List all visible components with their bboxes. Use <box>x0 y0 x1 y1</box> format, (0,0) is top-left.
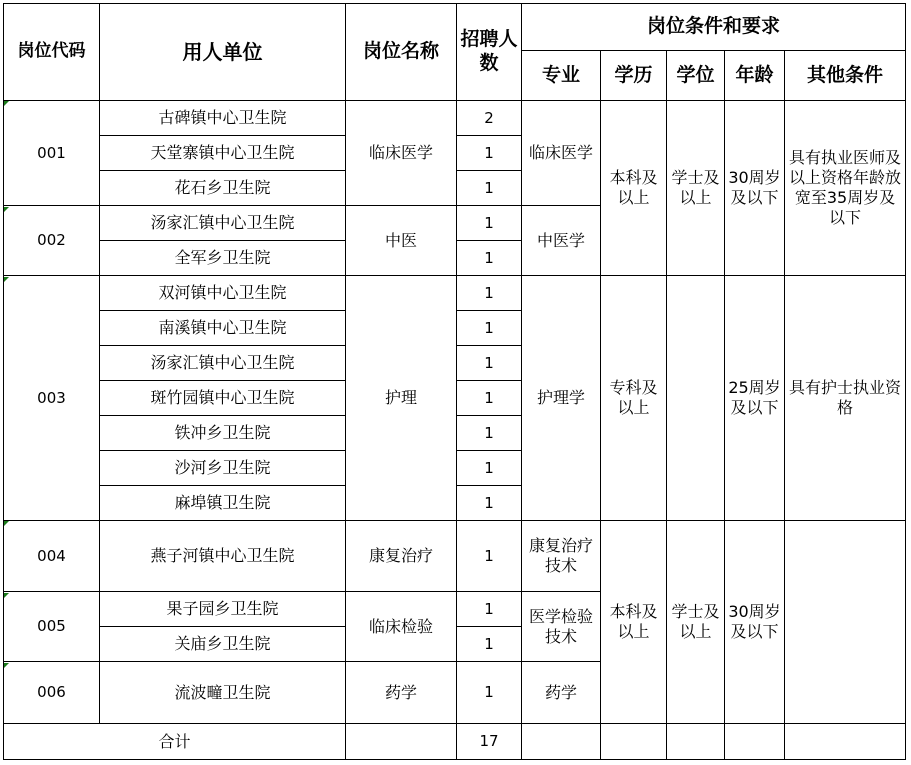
total-empty-cell <box>785 724 906 760</box>
position-name: 临床医学 <box>346 101 457 206</box>
hire-count: 1 <box>457 276 522 311</box>
hire-count: 1 <box>457 662 522 724</box>
major-requirement: 医学检验技术 <box>522 592 601 662</box>
major-requirement: 中医学 <box>522 206 601 276</box>
header-degree: 学位 <box>667 51 725 101</box>
hire-count: 1 <box>457 486 522 521</box>
position-code: 005 <box>4 592 100 662</box>
cell-marker-icon <box>4 277 9 282</box>
employer-unit: 斑竹园镇中心卫生院 <box>100 381 346 416</box>
employer-unit: 果子园乡卫生院 <box>100 592 346 627</box>
table-row <box>4 521 906 592</box>
employer-unit: 双河镇中心卫生院 <box>100 276 346 311</box>
cell-marker-icon <box>4 593 9 598</box>
education-requirement: 本科及以上 <box>601 101 667 276</box>
employer-unit: 汤家汇镇中心卫生院 <box>100 206 346 241</box>
hire-count: 1 <box>457 206 522 241</box>
age-requirement: 25周岁及以下 <box>725 276 785 521</box>
header-other: 其他条件 <box>785 51 906 101</box>
major-requirement: 药学 <box>522 662 601 724</box>
other-requirement: 具有执业医师及以上资格年龄放宽至35周岁及以下 <box>785 101 906 276</box>
hire-count: 1 <box>457 311 522 346</box>
hire-count: 1 <box>457 592 522 627</box>
employer-unit: 流波疃卫生院 <box>100 662 346 724</box>
cell-marker-icon <box>4 101 9 106</box>
employer-unit: 麻埠镇卫生院 <box>100 486 346 521</box>
other-requirement <box>785 521 906 724</box>
header-major: 专业 <box>522 51 601 101</box>
total-row <box>4 724 906 760</box>
education-requirement: 本科及以上 <box>601 521 667 724</box>
employer-unit: 古碑镇中心卫生院 <box>100 101 346 136</box>
header-code: 岗位代码 <box>4 4 100 101</box>
position-code: 006 <box>4 662 100 724</box>
hire-count: 1 <box>457 521 522 592</box>
education-requirement: 专科及以上 <box>601 276 667 521</box>
position-name: 药学 <box>346 662 457 724</box>
position-name: 中医 <box>346 206 457 276</box>
hire-count: 2 <box>457 101 522 136</box>
employer-unit: 燕子河镇中心卫生院 <box>100 521 346 592</box>
hire-count: 1 <box>457 451 522 486</box>
employer-unit: 全军乡卫生院 <box>100 241 346 276</box>
degree-requirement: 学士及以上 <box>667 521 725 724</box>
header-education: 学历 <box>601 51 667 101</box>
major-requirement: 临床医学 <box>522 101 601 206</box>
recruitment-table <box>3 3 906 760</box>
position-name: 护理 <box>346 276 457 521</box>
employer-unit: 沙河乡卫生院 <box>100 451 346 486</box>
header-age: 年龄 <box>725 51 785 101</box>
employer-unit: 汤家汇镇中心卫生院 <box>100 346 346 381</box>
hire-count: 1 <box>457 346 522 381</box>
cell-marker-icon <box>4 663 9 668</box>
employer-unit: 南溪镇中心卫生院 <box>100 311 346 346</box>
table-row <box>4 276 906 311</box>
hire-count: 1 <box>457 171 522 206</box>
header-unit: 用人单位 <box>100 4 346 101</box>
age-requirement: 30周岁及以下 <box>725 101 785 276</box>
hire-count: 1 <box>457 136 522 171</box>
employer-unit: 关庙乡卫生院 <box>100 627 346 662</box>
position-name: 康复治疗 <box>346 521 457 592</box>
total-empty-cell <box>601 724 667 760</box>
cell-marker-icon <box>4 207 9 212</box>
hire-count: 1 <box>457 416 522 451</box>
header-position: 岗位名称 <box>346 4 457 101</box>
total-count: 17 <box>457 724 522 760</box>
total-empty-cell <box>522 724 601 760</box>
hire-count: 1 <box>457 241 522 276</box>
degree-requirement <box>667 276 725 521</box>
cell-marker-icon <box>4 521 9 526</box>
position-code: 002 <box>4 206 100 276</box>
position-code: 003 <box>4 276 100 521</box>
position-code: 004 <box>4 521 100 592</box>
employer-unit: 天堂寨镇中心卫生院 <box>100 136 346 171</box>
position-code: 001 <box>4 101 100 206</box>
other-requirement: 具有护士执业资格 <box>785 276 906 521</box>
major-requirement: 康复治疗技术 <box>522 521 601 592</box>
header-conditions: 岗位条件和要求 <box>522 4 906 51</box>
total-empty-cell <box>725 724 785 760</box>
table-row <box>4 101 906 136</box>
hire-count: 1 <box>457 381 522 416</box>
age-requirement: 30周岁及以下 <box>725 521 785 724</box>
hire-count: 1 <box>457 627 522 662</box>
total-empty-cell <box>346 724 457 760</box>
degree-requirement: 学士及以上 <box>667 101 725 276</box>
position-name: 临床检验 <box>346 592 457 662</box>
total-empty-cell <box>667 724 725 760</box>
total-label: 合计 <box>4 724 346 760</box>
employer-unit: 铁冲乡卫生院 <box>100 416 346 451</box>
major-requirement: 护理学 <box>522 276 601 521</box>
header-count: 招聘人数 <box>457 4 522 101</box>
employer-unit: 花石乡卫生院 <box>100 171 346 206</box>
